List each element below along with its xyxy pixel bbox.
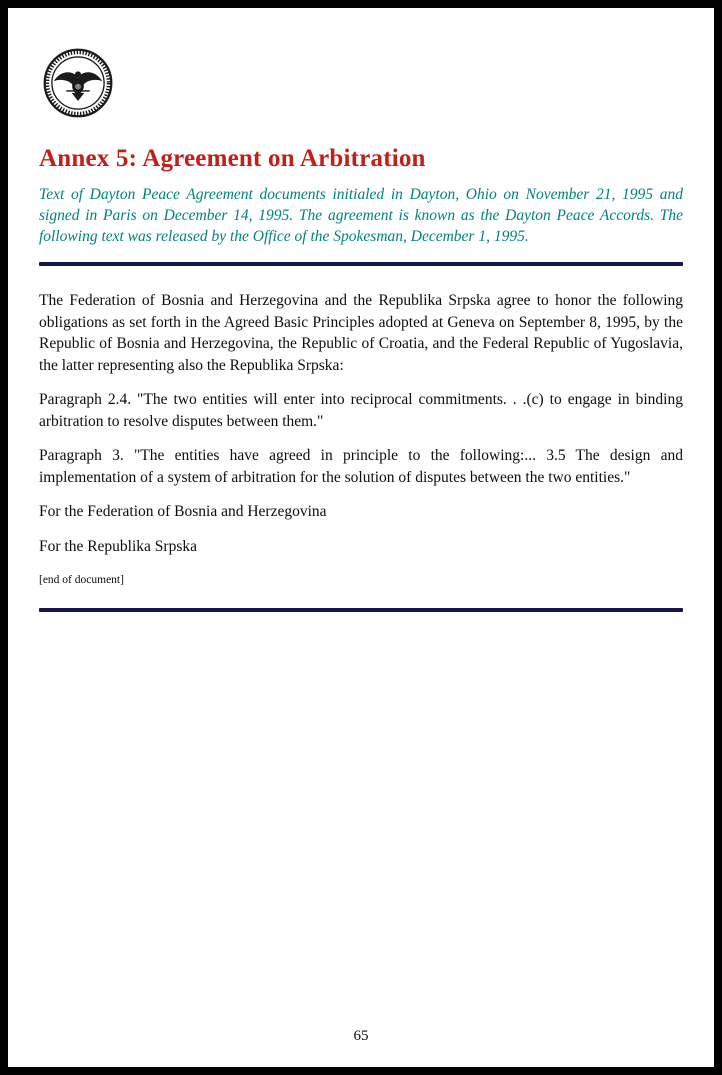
top-divider [39,262,683,266]
document-body [39,290,683,592]
state-department-seal-icon [40,47,116,119]
signature-line-federation: For the Federation of Bosnia and Herzegovina [39,503,327,520]
page-title: Annex 5: Agreement on Arbitration [39,145,426,172]
intro-text: Text of Dayton Peace Agreement documents initialed in Dayton, Ohio on November 21, 1995 and signed in Paris on December 14, 1995. The agreement is known as the Dayton Peace Accords. The following text was released by the Office of the Spokesman, December 1, 1995. [39,186,683,245]
body-paragraph: Paragraph 3. "The entities have agreed in principle to the following:... 3.5 The design and implementation of a system of arbitration for the solution of disputes between the two entities." [39,447,683,486]
end-of-document-note: [end of document] [39,574,124,586]
body-paragraph: Paragraph 2.4. "The two entities will enter into reciprocal commitments. . .(c) to engage in binding arbitration to resolve disputes between them." [39,391,683,430]
body-paragraph: The Federation of Bosnia and Herzegovina and the Republika Srpska agree to honor the following obligations as set forth in the Agreed Basic Principles adopted at Geneva on September 8, 1995, by the Republic of Bosnia and Herzegovina, the Republic of Croatia, and the Federal Republic of Yugoslavia, the latter representing also the Republika Srpska: [39,292,683,374]
bottom-divider [39,608,683,612]
page-number: 65 [353,1028,369,1044]
signature-line-srpska: For the Republika Srpska [39,537,197,555]
